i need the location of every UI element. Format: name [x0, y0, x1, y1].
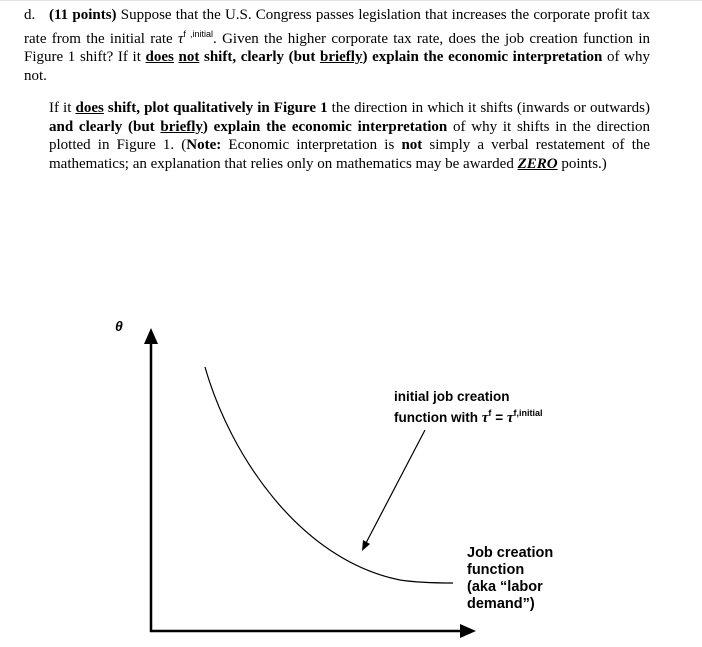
tau-initial-symbol: τ — [506, 410, 514, 426]
explain-interpretation: ) explain the economic interpretation — [202, 118, 448, 135]
question-text-1: Suppose that the U.S. Congress passes legislation that increases the corporate profit tax rate from the initial rate — [24, 7, 650, 47]
shift-clearly-text: shift, clearly (but — [203, 49, 316, 65]
points-end-text: points.) — [561, 155, 607, 172]
tau-superscript: f ,initial — [183, 28, 214, 39]
why-shifts-text: of why it shifts in the direction plotted in Figure 1. ( — [49, 118, 650, 153]
if-it-text: If it — [49, 100, 72, 116]
initial-label-line2 — [394, 405, 543, 426]
briefly-text: briefly — [319, 49, 363, 65]
equals-sign: = — [495, 410, 504, 425]
plot-text: shift, plot qualitatively in Figure 1 — [107, 100, 328, 116]
y-axis-arrowhead — [144, 328, 158, 344]
function-with-text: function with — [394, 410, 478, 425]
not-bold: not — [401, 137, 423, 153]
tau-f-sup: f — [488, 408, 492, 418]
x-axis-arrowhead — [460, 624, 476, 638]
explain-text: ) explain the economic interpretation — [362, 49, 603, 65]
job-label-line1: Job creation — [467, 545, 554, 561]
note-label: Note: — [186, 137, 222, 153]
zero-text: ZERO — [517, 155, 558, 172]
econ-text: Economic interpretation is — [228, 137, 395, 153]
briefly-underlined: briefly — [160, 118, 203, 135]
does-underlined: does — [75, 100, 104, 116]
initial-curve-label — [394, 389, 543, 426]
tau-f-symbol: τ — [481, 410, 489, 426]
job-label-line4: demand”) — [467, 596, 535, 612]
question-points: (11 points) — [49, 7, 117, 23]
and-clearly-text: and clearly (but — [49, 118, 155, 135]
job-creation-label — [467, 545, 553, 613]
initial-label-line1: initial job creation — [394, 389, 510, 404]
not-text: not — [178, 49, 200, 65]
job-label-line3: (aka “labor — [467, 579, 543, 595]
job-label-line2: function — [467, 562, 525, 578]
pointer-arrow-line — [366, 430, 425, 543]
pointer-arrowhead — [362, 540, 370, 551]
why-not-text: of why not. — [24, 49, 651, 84]
direction-text: the direction in which it shifts (inwards or outwards) — [331, 100, 651, 116]
rest-text: simply a verbal restatement of the mathematics; an explanation that relies only on mathematics may be awarded — [49, 137, 651, 172]
tau-initial-sup: f,initial — [513, 408, 543, 418]
does-text: does — [145, 49, 174, 65]
question-text-2: . Given the higher corporate tax rate, does the job creation function in Figure 1 shift? If it — [24, 30, 651, 65]
question-label: d. — [24, 7, 36, 23]
tau-symbol: τ — [178, 30, 184, 47]
theta-axis-label: θ — [115, 318, 123, 334]
